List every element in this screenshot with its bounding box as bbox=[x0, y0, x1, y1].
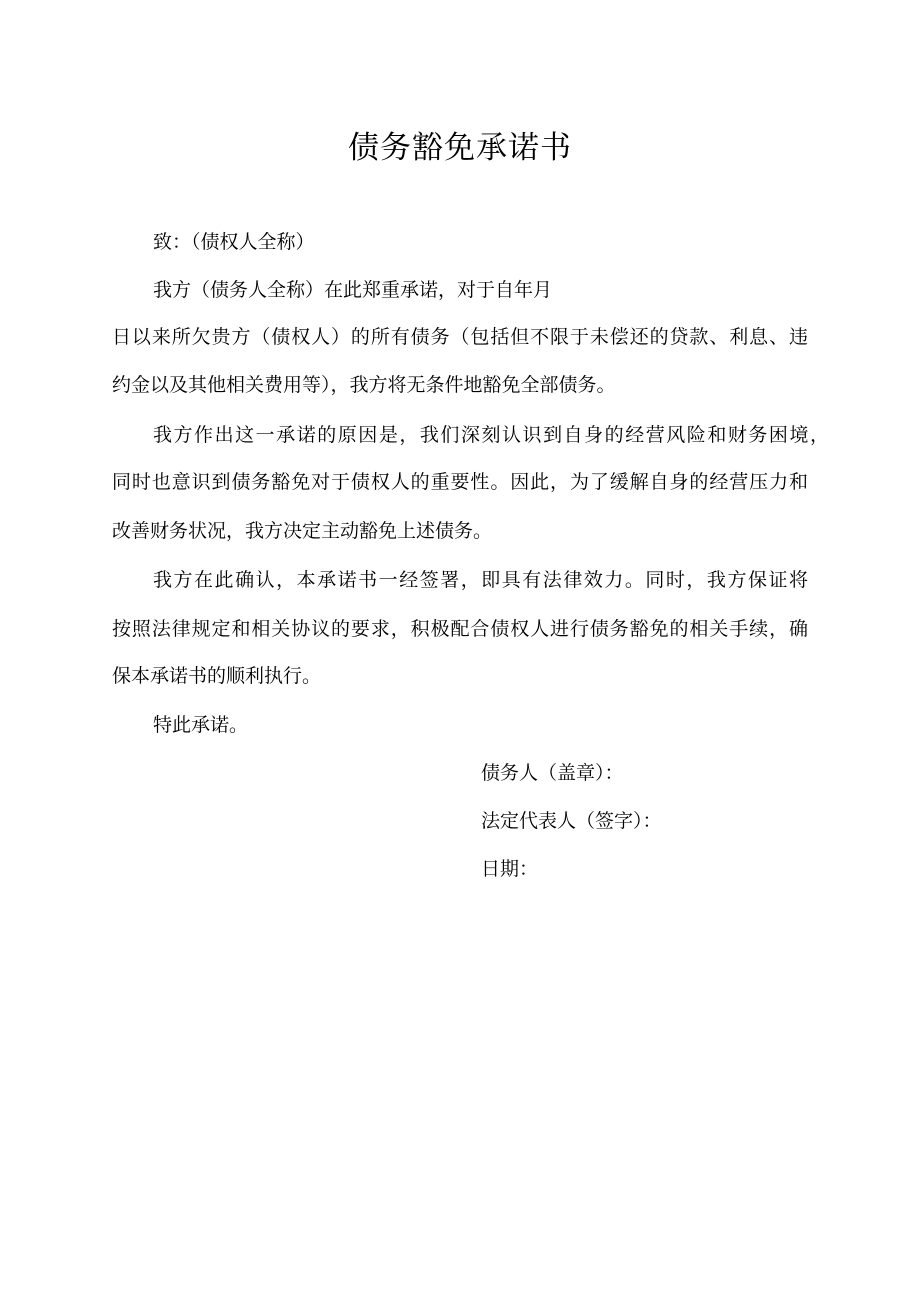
addressee: 致：（债权人全称） bbox=[153, 231, 315, 253]
paragraph-3-line-3: 保本承诺书的顺利执行。 bbox=[112, 665, 322, 687]
paragraph-3-line-1: 我方在此确认，本承诺书一经签署，即具有法律效力。同时，我方保证将 bbox=[153, 569, 808, 591]
paragraph-2-line-1: 我方作出这一承诺的原因是，我们深刻认识到自身的经营风险和财务困境， bbox=[153, 424, 829, 446]
legal-representative-signature-field: 法定代表人（签字）： bbox=[481, 810, 662, 832]
paragraph-1-line-3: 约金以及其他相关费用等），我方将无条件地豁免全部债务。 bbox=[112, 374, 616, 396]
document-title: 债务豁免承诺书 bbox=[348, 130, 572, 166]
paragraph-2-line-2: 同时也意识到债务豁免对于债权人的重要性。因此，为了缓解自身的经营压力和 bbox=[112, 471, 808, 493]
paragraph-2-line-3: 改善财务状况，我方决定主动豁免上述债务。 bbox=[112, 520, 493, 542]
date-field: 日期： bbox=[481, 858, 539, 880]
paragraph-3-line-2: 按照法律规定和相关协议的要求，积极配合债权人进行债务豁免的相关手续，确 bbox=[112, 618, 808, 640]
paragraph-1-line-1: 我方（债务人全称）在此郑重承诺，对于自年月 bbox=[153, 279, 553, 301]
paragraph-1-line-2: 日以来所欠贵方（债权人）的所有债务（包括但不限于未偿还的贷款、利息、违 bbox=[112, 326, 808, 348]
debtor-seal-field: 债务人（盖章）： bbox=[481, 762, 624, 784]
closing-statement: 特此承诺。 bbox=[153, 714, 249, 736]
